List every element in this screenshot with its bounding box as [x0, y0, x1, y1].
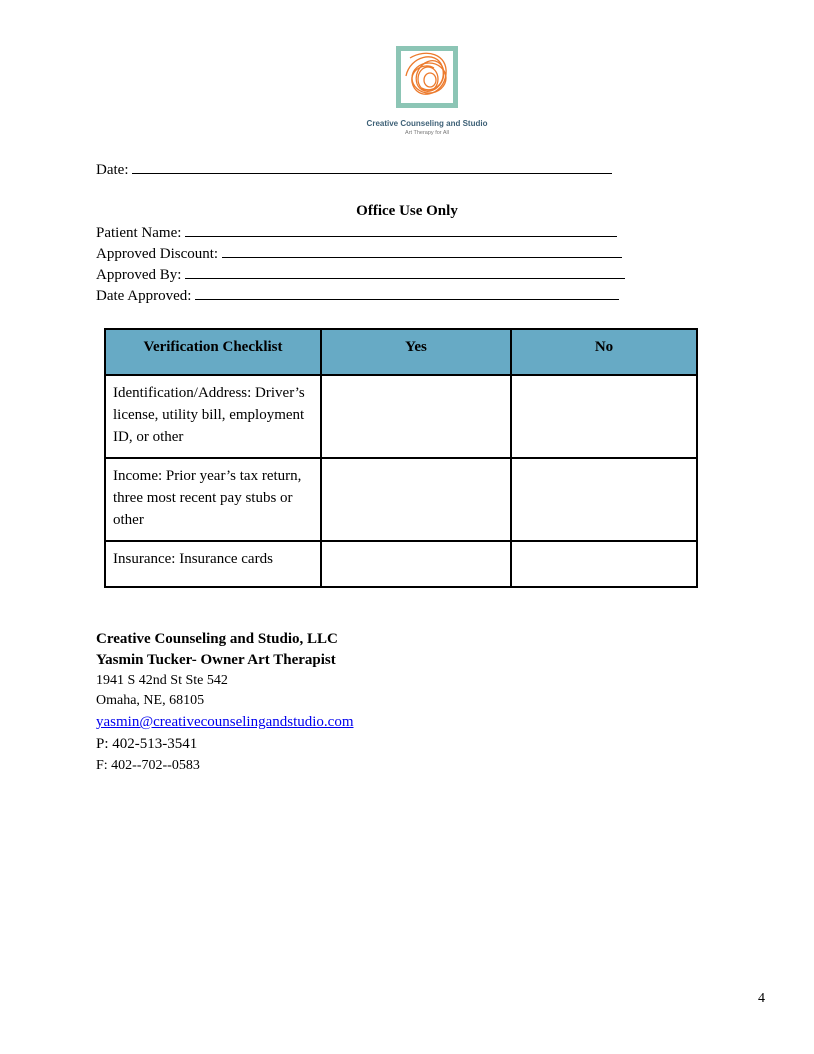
date-approved-field: [96, 287, 619, 305]
verification-table: [104, 328, 698, 588]
approved-by-field: [96, 266, 625, 284]
patient-name-label: Patient Name:: [96, 225, 182, 241]
patient-name-line[interactable]: [185, 224, 617, 237]
no-cell[interactable]: [511, 458, 697, 541]
checklist-item: Income: Prior year’s tax return, three most recent pay stubs or other: [105, 458, 321, 541]
company-name: Creative Counseling and Studio, LLC: [96, 631, 338, 647]
date-input-line[interactable]: [132, 161, 612, 174]
checklist-item: Identification/Address: Driver’s license, utility bill, employment ID, or other: [105, 375, 321, 458]
office-use-title: Office Use Only: [356, 203, 458, 219]
approved-discount-field: [96, 245, 622, 263]
date-approved-label: Date Approved:: [96, 288, 192, 304]
email-link[interactable]: yasmin@creativecounselingandstudio.com: [96, 714, 354, 730]
approved-by-line[interactable]: [185, 266, 625, 279]
no-cell[interactable]: [511, 541, 697, 587]
no-cell[interactable]: [511, 375, 697, 458]
patient-name-field: [96, 224, 617, 242]
logo-name: Creative Counseling and Studio: [366, 119, 488, 128]
header-yes: Yes: [321, 329, 511, 375]
logo-frame: [396, 46, 458, 108]
logo-tagline: Art Therapy for All: [405, 130, 449, 136]
approved-by-label: Approved By:: [96, 267, 182, 283]
table-row: [105, 375, 697, 458]
header-checklist: Verification Checklist: [105, 329, 321, 375]
yes-cell[interactable]: [321, 375, 511, 458]
header-no: No: [511, 329, 697, 375]
phone: P: 402-513-3541: [96, 736, 198, 752]
table-header-row: [105, 329, 697, 375]
approved-discount-line[interactable]: [222, 245, 622, 258]
table-row: [105, 541, 697, 587]
date-field: [96, 161, 612, 179]
date-label: Date:: [96, 162, 129, 178]
scribble-logo-icon: [396, 46, 458, 108]
address-line-1: 1941 S 42nd St Ste 542: [96, 673, 228, 688]
page-number: 4: [758, 991, 765, 1006]
address-line-2: Omaha, NE, 68105: [96, 693, 205, 708]
yes-cell[interactable]: [321, 541, 511, 587]
approved-discount-label: Approved Discount:: [96, 246, 219, 262]
yes-cell[interactable]: [321, 458, 511, 541]
date-approved-line[interactable]: [195, 287, 619, 300]
checklist-item: Insurance: Insurance cards: [105, 541, 321, 587]
owner-name: Yasmin Tucker- Owner Art Therapist: [96, 652, 336, 668]
fax: F: 402--702--0583: [96, 758, 200, 773]
table-row: [105, 458, 697, 541]
